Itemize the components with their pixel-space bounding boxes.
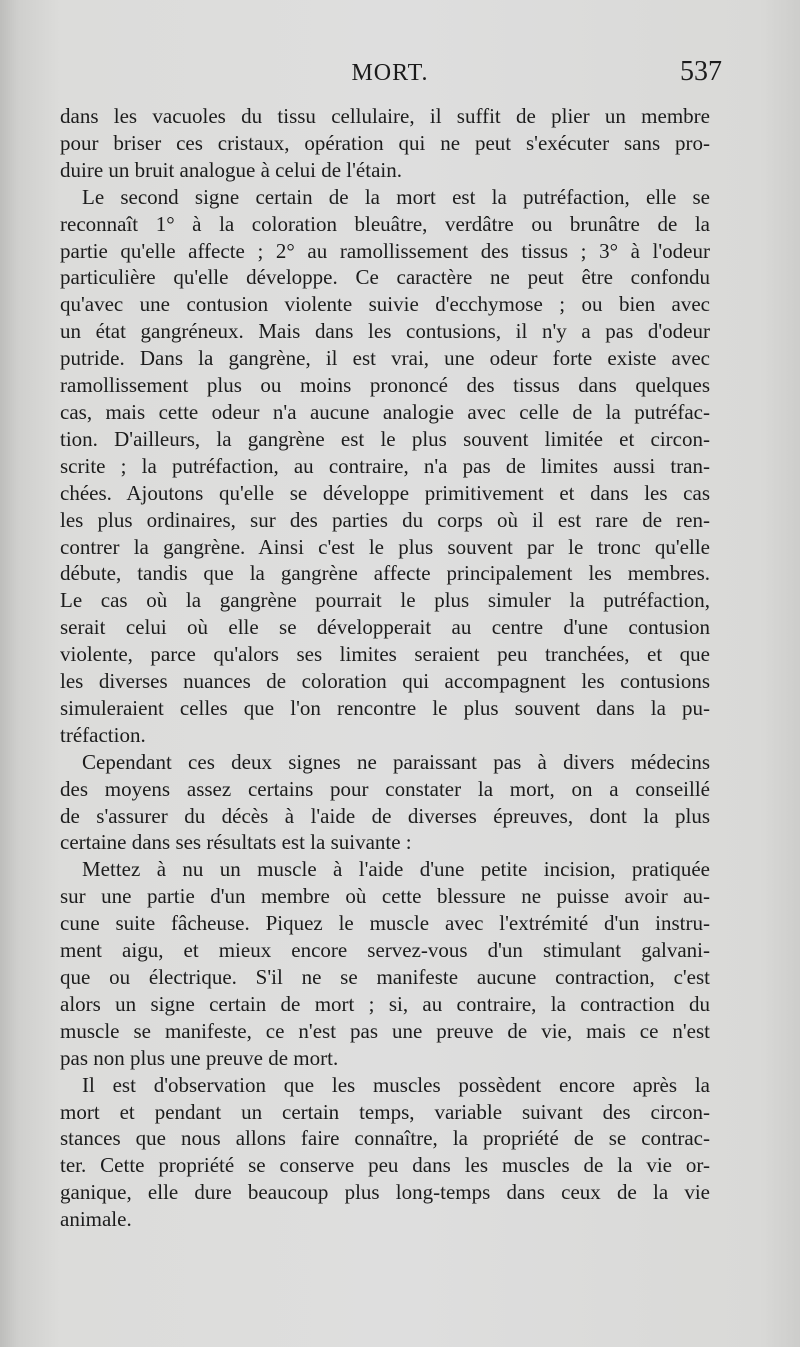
text-line: que ou électrique. S'il ne se manifeste aucune contraction, c'est [60, 965, 710, 989]
text-line: cune suite fâcheuse. Piquez le muscle avec l'extrémité d'un instru- [60, 911, 710, 936]
running-title: MORT. [351, 60, 429, 86]
text-line: débute, tandis que la gangrène affecte principalement les membres. [60, 561, 710, 586]
text-line: ment aigu, et mieux encore servez-vous d'un stimulant galvani- [60, 938, 710, 963]
text-line: les diverses nuances de coloration qui accompagnent les contusions [60, 669, 710, 694]
text-line: Le cas où la gangrène pourrait le plus simuler la putréfaction, [60, 588, 710, 613]
text-line: animale. [60, 1207, 132, 1232]
text-line: stances que nous allons faire connaître, la propriété de se contrac- [60, 1126, 710, 1151]
text-line: reconnaît 1° à la coloration bleuâtre, verdâtre ou brunâtre de la [60, 211, 710, 236]
text-line: de s'assurer du décès à l'aide de diverses épreuves, dont la plus [60, 803, 710, 828]
text-line: sur une partie d'un membre où cette blessure ne puisse avoir au- [60, 884, 710, 909]
text-line: Cependant ces deux signes ne paraissant pas à divers médecins [82, 749, 710, 774]
text-line: chées. Ajoutons qu'elle se développe primitivement et dans les cas [60, 480, 710, 505]
text-line: Le second signe certain de la mort est la putréfaction, elle se [82, 184, 710, 209]
text-line: ganique, elle dure beaucoup plus long-temps dans ceux de la vie [60, 1180, 710, 1205]
paragraph [60, 103, 710, 184]
text-line: muscle se manifeste, ce n'est pas une preuve de vie, mais ce n'est [60, 1018, 710, 1043]
text-line: les plus ordinaires, sur des parties du corps où il est rare de ren- [60, 507, 710, 532]
text-line: qu'avec une contusion violente suivie d'ecchymose ; ou bien avec [60, 292, 710, 317]
text-line: tréfaction. [60, 722, 146, 747]
text-line: serait celui où elle se développerait au centre d'une contusion [60, 615, 710, 640]
text-line: violente, parce qu'alors ses limites seraient peu tranchées, et que [60, 642, 710, 667]
text-line: cas, mais cette odeur n'a aucune analogie avec celle de la putréfac- [60, 399, 710, 424]
text-line: ramollissement plus ou moins prononcé des tissus dans quelques [60, 373, 710, 398]
body-text [60, 103, 710, 1233]
text-line: putride. Dans la gangrène, il est vrai, une odeur forte existe avec [60, 346, 710, 371]
text-line: certaine dans ses résultats est la suivante : [60, 830, 412, 855]
text-line: particulière qu'elle développe. Ce caractère ne peut être confondu [60, 265, 710, 290]
text-line: dans les vacuoles du tissu cellulaire, il suffit de plier un membre [60, 104, 710, 128]
paragraph [60, 856, 710, 1071]
text-line: contrer la gangrène. Ainsi c'est le plus souvent par le tronc qu'elle [60, 534, 710, 559]
text-line: Il est d'observation que les muscles possèdent encore après la [82, 1072, 710, 1097]
text-line: alors un signe certain de mort ; si, au contraire, la contraction du [60, 991, 710, 1016]
text-line: scrite ; la putréfaction, au contraire, n'a pas de limites aussi tran- [60, 453, 710, 478]
text-line: simuleraient celles que l'on rencontre le plus souvent dans la pu- [60, 695, 710, 720]
text-line: un état gangréneux. Mais dans les contusions, il n'y a pas d'odeur [60, 319, 710, 344]
text-line: tion. D'ailleurs, la gangrène est le plus souvent limitée et circon- [60, 426, 710, 451]
text-line: partie qu'elle affecte ; 2° au ramollissement des tissus ; 3° à l'odeur [60, 238, 710, 263]
text-line: mort et pendant un certain temps, variable suivant des circon- [60, 1099, 710, 1124]
text-line: des moyens assez certains pour constater la mort, on a conseillé [60, 776, 710, 801]
paragraph [60, 1072, 710, 1233]
page-header [0, 54, 800, 94]
text-line: duire un bruit analogue à celui de l'étain. [60, 157, 402, 182]
text-line: ter. Cette propriété se conserve peu dans les muscles de la vie or- [60, 1153, 710, 1178]
text-line: pas non plus une preuve de mort. [60, 1045, 339, 1070]
paragraph [60, 184, 710, 749]
text-line: Mettez à nu un muscle à l'aide d'une petite incision, pratiquée [82, 857, 710, 882]
text-line: pour briser ces cristaux, opération qui ne peut s'exécuter sans pro- [60, 130, 710, 155]
paragraph [60, 749, 710, 857]
page-number: 537 [680, 56, 722, 87]
